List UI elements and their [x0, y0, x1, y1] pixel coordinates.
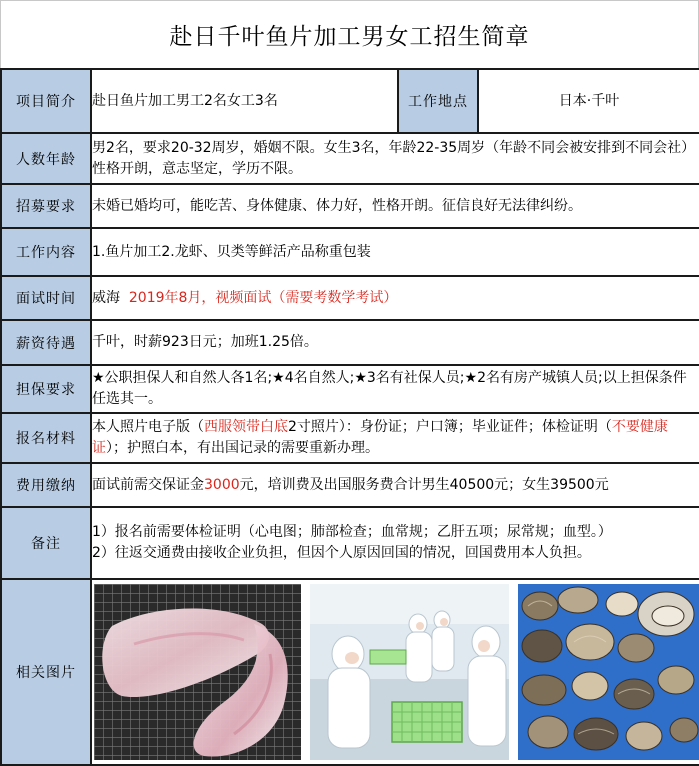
table-row: [1, 579, 699, 765]
docs-text-2: 2寸照片）：身份证；户口簿；毕业证件；体检证明（: [288, 419, 612, 435]
row-label-project: 项目简介: [1, 69, 91, 133]
row-label-location: 工作地点: [398, 69, 478, 133]
fish-fillet-image: [94, 584, 301, 760]
row-label-salary: 薪资待遇: [1, 320, 91, 365]
row-label-fees: 费用缴纳: [1, 463, 91, 507]
fees-text-1: 面试前需交保证金: [92, 476, 204, 493]
page-title: 赴日千叶鱼片加工男女工招生简章: [0, 0, 699, 68]
salary-value: 千叶，时薪923日元；加班1.25倍。: [91, 320, 699, 365]
docs-health-note: 不要健康证: [92, 419, 668, 456]
documents-value: [91, 413, 699, 463]
table-row: [1, 276, 699, 320]
row-label-photos: 相关图片: [1, 579, 91, 765]
row-label-notes: 备注: [1, 507, 91, 579]
docs-text-1: 本人照片电子版（: [92, 419, 204, 435]
table-row: [1, 320, 699, 365]
row-label-guarantee: 担保要求: [1, 365, 91, 413]
row-label-work: 工作内容: [1, 228, 91, 276]
info-table: [0, 68, 699, 766]
photos-cell: [91, 579, 699, 765]
shellfish-photo: [518, 584, 699, 760]
requirements-value: 未婚已婚均可，能吃苦、身体健康、体力好，性格开朗。征信良好无法律纠纷。: [91, 184, 699, 228]
table-row: [1, 228, 699, 276]
docs-photo-note: 西服领带白底: [204, 419, 288, 435]
project-value: 赴日鱼片加工男工2名女工3名: [91, 69, 398, 133]
row-label-interview: 面试时间: [1, 276, 91, 320]
table-row: [1, 463, 699, 507]
fees-value: [91, 463, 699, 507]
notes-value: [91, 507, 699, 579]
row-label-documents: 报名材料: [1, 413, 91, 463]
table-row: [1, 184, 699, 228]
interview-place: 威海: [92, 289, 120, 306]
table-row: [1, 413, 699, 463]
docs-text-3: ）；护照白本，有出国记录的需要重新办理。: [106, 440, 379, 456]
fish-fillet-photo: [94, 584, 301, 760]
row-label-requirements: 招募要求: [1, 184, 91, 228]
shellfish-image: [518, 584, 699, 760]
photo-strip: [92, 582, 699, 762]
location-value: 日本·千叶: [478, 69, 699, 133]
work-value: 1.鱼片加工2.龙虾、贝类等鲜活产品称重包装: [91, 228, 699, 276]
note-line-1: 1）报名前需要体检证明（心电图；肺部检查；血常规；乙肝五项；尿常规；血型。）: [92, 524, 612, 540]
interview-value: [91, 276, 699, 320]
note-line-2: 2）往返交通费由接收企业负担，但因个人原因回国的情况，回国费用本人负担。: [92, 545, 591, 561]
table-row: [1, 133, 699, 184]
row-label-count: 人数年龄: [1, 133, 91, 184]
table-row: [1, 69, 699, 133]
table-row: [1, 365, 699, 413]
fees-text-2: 元，培训费及出国服务费合计男生40500元；女生39500元: [239, 476, 609, 493]
factory-workers-image: [310, 584, 509, 760]
table-row: [1, 507, 699, 579]
guarantee-value: ★公职担保人和自然人各1名;★4名自然人;★3名有社保人员;★2名有房产城镇人员;以上担保条件任选其一。: [91, 365, 699, 413]
fees-deposit-amount: 3000: [204, 476, 240, 493]
factory-workers-photo: [310, 584, 509, 760]
interview-detail: 2019年8月，视频面试（需要考数学考试）: [120, 289, 398, 306]
count-value: 男2名，要求20-32周岁，婚姻不限。女生3名，年龄22-35周岁（年龄不同会被安排到不同会社）性格开朗，意志坚定，学历不限。: [91, 133, 699, 184]
